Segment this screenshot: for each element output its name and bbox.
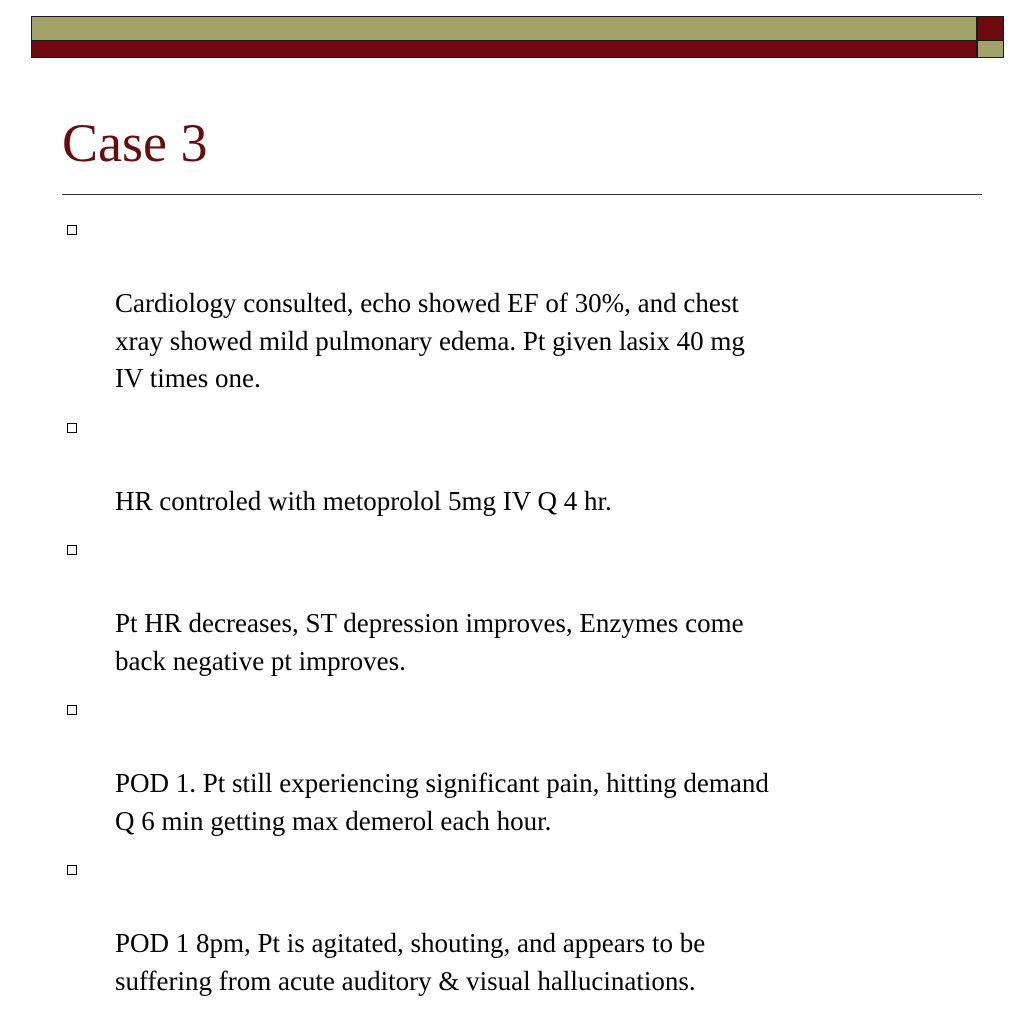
title-divider	[62, 194, 982, 195]
hollow-square-icon	[67, 545, 77, 555]
header-banner-olive-bar	[31, 16, 977, 41]
bullet-text: POD 1. Pt still experiencing significant pain, hitting demand Q 6 min getting max demerol each hour.	[115, 768, 769, 836]
hollow-square-icon	[67, 225, 77, 235]
bullet-item	[62, 530, 962, 680]
bullet-text: HR controled with metoprolol 5mg IV Q 4 hr.	[115, 485, 612, 516]
header-corner-olive-block	[977, 41, 1004, 58]
bullet-text: Cardiology consulted, echo showed EF of 30%, and chest xray showed mild pulmonary edema. Pt given lasix 40 mg IV times one.	[115, 288, 745, 393]
hollow-square-icon	[67, 865, 77, 875]
hollow-square-icon	[67, 423, 77, 433]
bullet-text: POD 1 8pm, Pt is agitated, shouting, and appears to be suffering from acute auditory & visual hallucinations.	[115, 928, 706, 996]
header-banner-maroon-bar	[31, 41, 977, 58]
header-corner-maroon-block	[977, 16, 1004, 41]
hollow-square-icon	[67, 705, 77, 715]
bullet-item	[62, 850, 962, 1000]
bullet-item	[62, 690, 962, 840]
bullet-item	[62, 408, 962, 521]
bullet-list	[62, 210, 962, 1010]
bullet-item	[62, 210, 962, 398]
bullet-text: Pt HR decreases, ST depression improves, Enzymes come back negative pt improves.	[115, 608, 744, 676]
slide-title: Case 3	[62, 113, 208, 173]
